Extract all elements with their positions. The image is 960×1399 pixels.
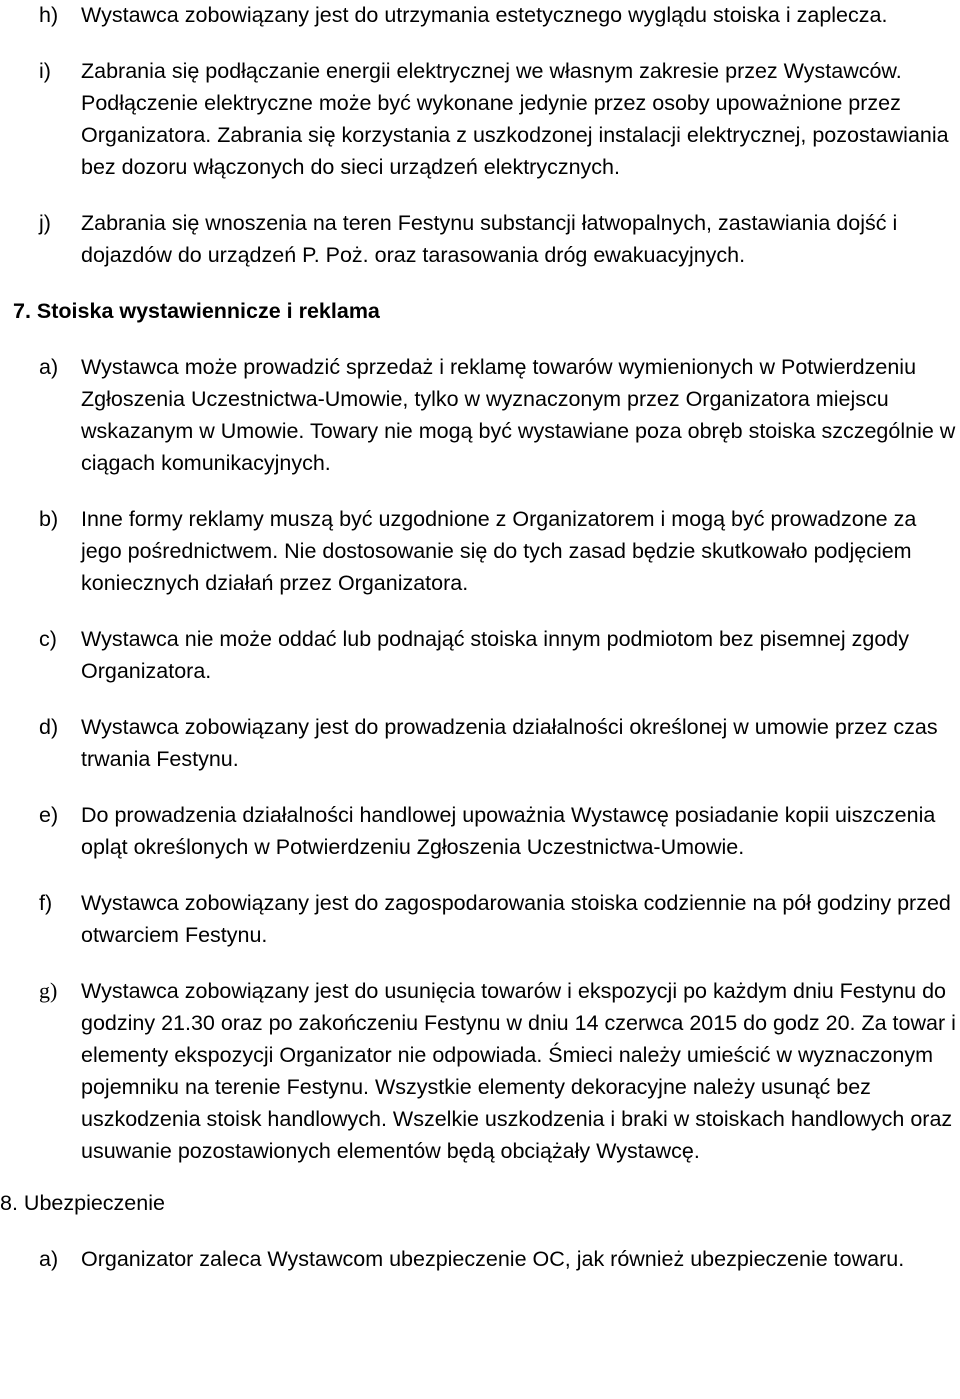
list-marker: c)	[39, 627, 57, 651]
list-item-text: Do prowadzenia działalności handlowej upoważnia Wystawcę posiadanie kopii uiszczenia opląt określonych w Potwierdzeniu Zgłoszenia Uczestnictwa-Umowie.	[81, 803, 936, 859]
list-marker: a)	[39, 1247, 59, 1271]
list-item-i	[0, 55, 960, 183]
list-item-e	[0, 799, 960, 863]
section-title: Stoiska wystawiennicze i reklama	[36, 299, 380, 323]
section-heading-8	[0, 1187, 960, 1219]
list-item-text: Wystawca może prowadzić sprzedaż i reklamę towarów wymienionych w Potwierdzeniu Zgłoszenia Uczestnictwa-Umowie, tylko w wyznaczonym przez Organizatora miejscu wskazanym w Umowie. Towary nie mogą być wystawiane poza obręb stoiska szczególnie w ciągach komunikacyjnych.	[81, 355, 956, 475]
list-item-d	[0, 711, 960, 775]
list-item-text: Wystawca zobowiązany jest do usunięcia towarów i ekspozycji po każdym dniu Festynu do godziny 21.30 oraz po zakończeniu Festynu w dniu 14 czerwca 2015 do godz 20. Za towar i elementy ekspozycji Organizator nie odpowiada. Śmieci należy umieścić w wyznaczonym pojemniku na terenie Festynu. Wszystkie elementy dekoracyjne należy usunąć bez uszkodzenia stoisk handlowych. Wszelkie uszkodzenia i braki w stoiskach handlowych oraz usuwanie pozostawionych elementów będą obciążały Wystawcę.	[81, 979, 956, 1163]
list-marker: i)	[39, 59, 51, 83]
list-item-g	[0, 975, 960, 1167]
list-item-f	[0, 887, 960, 951]
section-number: 8.	[0, 1191, 18, 1215]
list-marker: g)	[39, 978, 58, 1003]
list-marker: j)	[39, 211, 51, 235]
list-item-text: Inne formy reklamy muszą być uzgodnione z Organizatorem i mogą być prowadzone za jego pośrednictwem. Nie dostosowanie się do tych zasad będzie skutkowało podjęciem koniecznych działań przez Organizatora.	[81, 507, 917, 595]
section-title: Ubezpieczenie	[23, 1191, 165, 1215]
list-marker: f)	[39, 891, 53, 915]
list-marker: h)	[39, 3, 59, 27]
section-number: 7.	[13, 299, 31, 323]
list-item-j	[0, 207, 960, 271]
list-item-text: Wystawca nie może oddać lub podnająć stoiska innym podmiotom bez pisemnej zgody Organizatora.	[81, 627, 909, 683]
list-item-text: Zabrania się podłączanie energii elektrycznej we własnym zakresie przez Wystawców. Podłączenie elektryczne może być wykonane jedynie przez osoby upoważnione przez Organizatora. Zabrania się korzystania z uszkodzonej instalacji elektrycznej, pozostawiania bez dozoru włączonych do sieci urządzeń elektrycznych.	[81, 59, 949, 179]
list-marker: b)	[39, 507, 59, 531]
list-item-a-insurance	[0, 1243, 960, 1275]
list-item-text: Wystawca zobowiązany jest do utrzymania estetycznego wyglądu stoiska i zaplecza.	[81, 3, 888, 27]
list-item-text: Organizator zaleca Wystawcom ubezpieczenie OC, jak również ubezpieczenie towaru.	[81, 1247, 905, 1271]
list-item-h	[0, 0, 960, 31]
list-item-text: Wystawca zobowiązany jest do zagospodarowania stoiska codziennie na pół godziny przed otwarciem Festynu.	[81, 891, 951, 947]
section-heading-7	[0, 295, 960, 327]
list-item-a	[0, 351, 960, 479]
list-item-text: Zabrania się wnoszenia na teren Festynu substancji łatwopalnych, zastawiania dojść i dojazdów do urządzeń P. Poż. oraz tarasowania dróg ewakuacyjnych.	[81, 211, 898, 267]
list-item-b	[0, 503, 960, 599]
list-marker: d)	[39, 715, 59, 739]
list-marker: a)	[39, 355, 59, 379]
list-item-c	[0, 623, 960, 687]
list-marker: e)	[39, 803, 59, 827]
list-item-text: Wystawca zobowiązany jest do prowadzenia działalności określonej w umowie przez czas trwania Festynu.	[81, 715, 938, 771]
